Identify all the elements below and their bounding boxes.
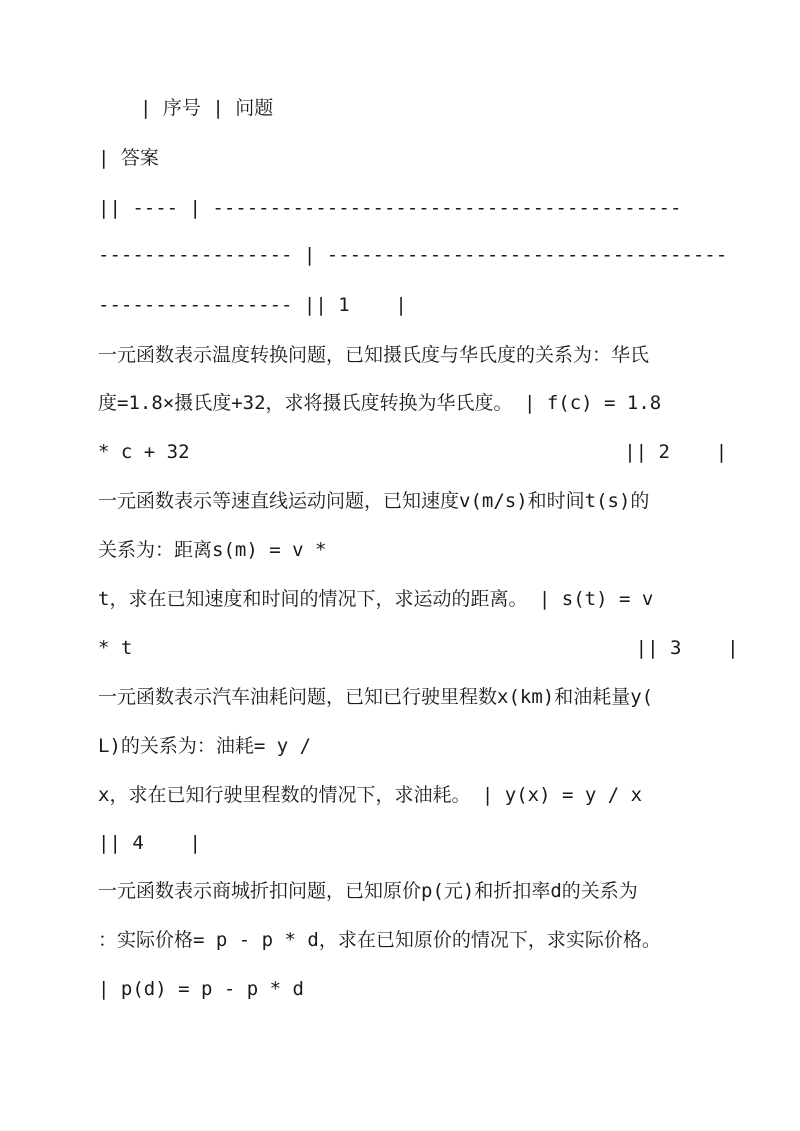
row-2-question: 一元函数表示等速直线运动问题，已知速度v(m/s)和时间t(s)的 [98,490,650,512]
row-4-question: ：实际价格= p - p * d，求在已知原价的情况下，求实际价格。 [98,929,661,951]
row-2-answer: t，求在已知速度和时间的情况下，求运动的距离。 | s(t) = v [98,588,654,610]
row-2-question: 关系为：距离s(m) = v * [98,539,327,561]
table-separator-line: || ---- | ----------------------------------------- [98,197,682,219]
row-4-number: || 4 | [98,832,201,854]
row-3-question: L)的关系为：油耗= y / [98,735,312,757]
table-separator-line: ----------------- || 1 | [98,294,407,316]
table-separator-line: ----------------- | ----------------------------------- [98,244,728,266]
table-header-line: | 序号 | 问题 [140,97,274,119]
row-1-question: 一元函数表示温度转换问题，已知摄氏度与华氏度的关系为：华氏 [98,344,650,366]
row-1-answer: * c + 32 || 2 | [98,441,728,463]
row-2-answer: * t || 3 | [98,637,739,659]
row-4-answer: | p(d) = p - p * d [98,978,304,1000]
table-header-line: | 答案 [98,147,159,169]
row-1-answer: 度=1.8×摄氏度+32，求将摄氏度转换为华氏度。 | f(c) = 1.8 [98,392,662,414]
row-3-question: 一元函数表示汽车油耗问题，已知已行驶里程数x(km)和油耗量y( [98,686,654,708]
row-4-question: 一元函数表示商城折扣问题，已知原价p(元)和折扣率d的关系为 [98,880,638,902]
row-3-answer: x，求在已知行驶里程数的情况下，求油耗。 | y(x) = y / x [98,784,643,806]
